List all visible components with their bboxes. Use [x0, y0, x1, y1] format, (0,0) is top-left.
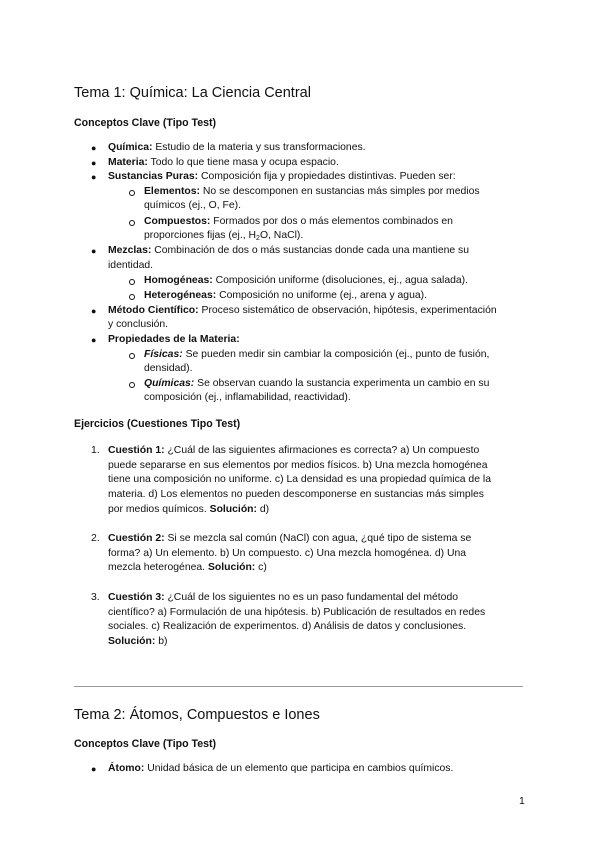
term-quimica: Química:	[108, 142, 153, 153]
question-3-line4	[108, 635, 167, 650]
term-fisicas: Físicas:	[144, 349, 183, 360]
def-mezclas-line1: Combinación de dos o más sustancias donde cada una mantiene su	[151, 245, 470, 256]
page-number: 1	[519, 796, 525, 807]
def-quimicas-line1: Se observan cuando la sustancia experimenta un cambio en su	[194, 378, 490, 389]
term-elementos: Elementos:	[144, 186, 201, 197]
def-homogeneas: Composición uniforme (disoluciones, ej., agua salada).	[212, 275, 468, 286]
term-homogeneas: Homogéneas:	[144, 275, 213, 286]
term-heterogeneas: Heterogéneas:	[144, 290, 217, 301]
bullet-icon: ●	[91, 246, 97, 256]
section-title-tema-1: Tema 1: Química: La Ciencia Central	[74, 85, 311, 101]
term-propiedades: Propiedades de la Materia:	[108, 334, 240, 345]
question-1-text-end: por medios químicos.	[108, 504, 210, 515]
question-3-line2: científico? a) Formulación de una hipótesis. b) Publicación de resultados en redes	[108, 607, 486, 618]
term-sustancias: Sustancias Puras:	[108, 171, 199, 182]
term-mezclas: Mezclas:	[108, 245, 152, 256]
list-item-homogeneas	[144, 274, 468, 289]
def-fisicas-line2: densidad).	[144, 363, 193, 374]
def-compuestos-b: O, NaCl).	[259, 230, 304, 241]
question-1-line3: tiene una composición no uniforme. c) La densidad es una propiedad química de la	[108, 474, 491, 485]
question-3-label: Cuestión 3:	[108, 592, 165, 603]
list-item-compuestos	[144, 215, 453, 230]
circle-bullet-icon	[129, 353, 135, 359]
list-item-materia	[108, 156, 339, 171]
list-item-mezclas	[108, 244, 469, 259]
def-sustancias: Composición fija y propiedades distintivas. Pueden ser:	[198, 171, 456, 182]
list-item-quimicas	[144, 377, 489, 392]
question-2-label: Cuestión 2:	[108, 533, 165, 544]
circle-bullet-icon	[129, 190, 135, 196]
question-3-line3: sociales. c) Realización de experimentos. d) Análisis de datos y conclusiones.	[108, 621, 467, 632]
list-item-propiedades	[108, 333, 240, 348]
conceptos-heading-2: Conceptos Clave (Tipo Test)	[74, 738, 217, 750]
def-elementos-line1: No se descomponen en sustancias más simples por medios	[200, 186, 480, 197]
circle-bullet-icon	[129, 294, 135, 300]
circle-bullet-icon	[129, 220, 135, 226]
solution-1-label: Solución:	[209, 504, 257, 515]
question-number-3: 3.	[91, 592, 100, 603]
def-atomo: Unidad básica de un elemento que participa en cambios químicos.	[144, 763, 454, 774]
def-metodo-line1: Proceso sistemático de observación, hipótesis, experimentación	[198, 305, 497, 316]
question-number-2: 2.	[91, 533, 100, 544]
list-item-atomo	[108, 762, 453, 777]
list-item-sustancias	[108, 170, 456, 185]
section-divider	[74, 686, 523, 687]
def-mezclas-line2: identidad.	[108, 260, 154, 271]
conceptos-heading-1: Conceptos Clave (Tipo Test)	[74, 117, 217, 129]
def-quimica: Estudio de la materia y sus transformaciones.	[152, 142, 366, 153]
bullet-icon: ●	[91, 335, 97, 345]
question-1-line1	[108, 444, 479, 459]
solution-3-value: b)	[155, 636, 168, 647]
question-2-line1	[108, 532, 471, 547]
subscript-2: 2	[256, 235, 260, 242]
bullet-icon: ●	[91, 172, 97, 182]
question-1-line2: puede separarse en sus elementos por medios físicos. b) Una mezcla homogénea	[108, 460, 488, 471]
question-1-text: ¿Cuál de las siguientes afirmaciones es correcta? a) Un compuesto	[164, 445, 480, 456]
ejercicios-heading: Ejercicios (Cuestiones Tipo Test)	[74, 418, 241, 430]
question-2-line2: forma? a) Un elemento. b) Un compuesto. c) Una mezcla homogénea. d) Una	[108, 548, 467, 559]
def-compuestos-line2	[144, 229, 303, 244]
bullet-icon: ●	[91, 764, 97, 774]
question-number-1: 1.	[91, 445, 100, 456]
list-item-metodo	[108, 304, 497, 319]
term-materia: Materia:	[108, 157, 148, 168]
list-item-elementos	[144, 185, 480, 200]
bullet-icon: ●	[91, 158, 97, 168]
term-atomo: Átomo:	[108, 763, 145, 774]
term-compuestos: Compuestos:	[144, 216, 211, 227]
question-3-text: ¿Cuál de los siguientes no es un paso fundamental del método	[164, 592, 459, 603]
def-elementos-line2: químicos (ej., O, Fe).	[144, 200, 242, 211]
solution-2-label: Solución:	[207, 562, 256, 573]
solution-2-value: c)	[255, 562, 267, 573]
list-item-quimica	[108, 141, 366, 156]
bullet-icon: ●	[91, 306, 97, 316]
question-2-text: Si se mezcla sal común (NaCl) con agua, ¿qué tipo de sistema se	[164, 533, 472, 544]
term-quimicas: Químicas:	[144, 378, 195, 389]
def-quimicas-line2: composición (ej., inflamabilidad, reactividad).	[144, 392, 351, 403]
def-compuestos-line1: Formados por dos o más elementos combinados en	[210, 216, 453, 227]
solution-3-label: Solución:	[108, 636, 156, 647]
def-compuestos-a: proporciones fijas (ej., H	[144, 230, 257, 241]
term-metodo: Método Científico:	[108, 305, 199, 316]
def-metodo-line2: y conclusión.	[108, 319, 169, 330]
question-1-line5	[108, 503, 269, 518]
circle-bullet-icon	[129, 382, 135, 388]
section-title-tema-2: Tema 2: Átomos, Compuestos e Iones	[74, 707, 320, 723]
list-item-heterogeneas	[144, 289, 427, 304]
question-1-label: Cuestión 1:	[108, 445, 165, 456]
bullet-icon: ●	[91, 143, 97, 153]
question-2-line3	[108, 561, 267, 576]
question-1-line4: materia. d) Los elementos no pueden descomponerse en sustancias más simples	[108, 489, 484, 500]
circle-bullet-icon	[129, 279, 135, 285]
question-2-text-end: mezcla heterogénea.	[108, 562, 208, 573]
def-fisicas-line1: Se pueden medir sin cambiar la composición (ej., punto de fusión,	[182, 349, 490, 360]
def-materia: Todo lo que tiene masa y ocupa espacio.	[147, 157, 339, 168]
def-heterogeneas: Composición no uniforme (ej., arena y agua).	[216, 290, 427, 301]
question-3-line1	[108, 591, 458, 606]
solution-1-value: d)	[256, 504, 270, 515]
list-item-fisicas	[144, 348, 489, 363]
